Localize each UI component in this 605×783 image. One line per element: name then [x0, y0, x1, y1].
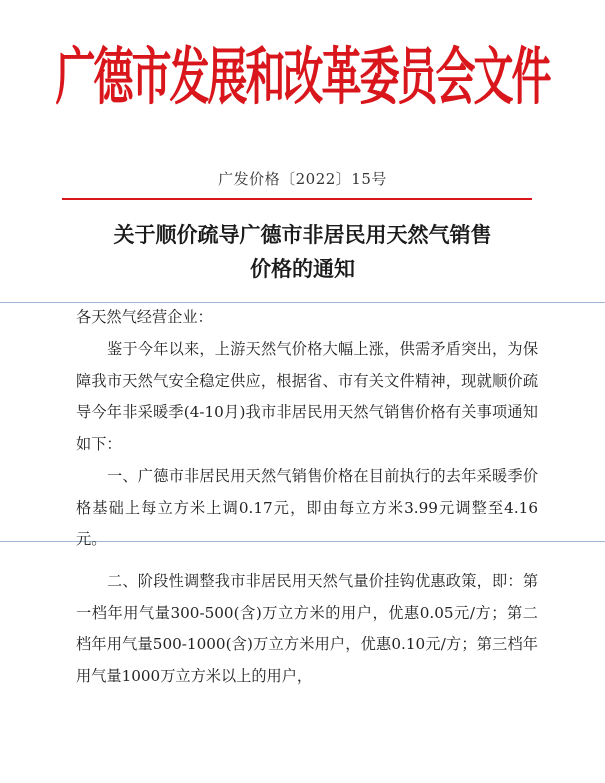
paragraph-item-1: 一、广德市非居民用天然气销售价格在目前执行的去年采暖季价格基础上每立方米上调0.17元，即由每立方米3.99元调整至4.16元。: [76, 467, 538, 548]
masthead: 广德市发展和改革委员会文件: [55, 40, 550, 114]
notice-title-line-2: 价格的通知: [250, 257, 355, 281]
paragraph-item-2: 二、阶段性调整我市非居民用天然气量价挂钩优惠政策，即：第一档年用气量300-500(含)万立方米的用户，优惠0.05元/方；第二档年用气量500-1000(含)万立方米用户，优惠0.10元/方；第三档年用气量1000万立方米以上的用户，: [76, 572, 538, 685]
red-divider-line: [62, 198, 532, 200]
paragraph-preamble: 鉴于今年以来，上游天然气价格大幅上涨，供需矛盾突出，为保障我市天然气安全稳定供应，根据省、市有关文件精神，现就顺价疏导今年非采暖季(4-10月)我市非居民用天然气销售价格有关事项通知如下：: [76, 340, 538, 453]
document-number: 广发价格〔2022〕15号: [218, 170, 387, 188]
salutation: 各天然气经营企业：: [76, 308, 213, 326]
notice-title: [0, 218, 605, 286]
notice-title-line-1: 关于顺价疏导广德市非居民用天然气销售: [113, 223, 492, 247]
